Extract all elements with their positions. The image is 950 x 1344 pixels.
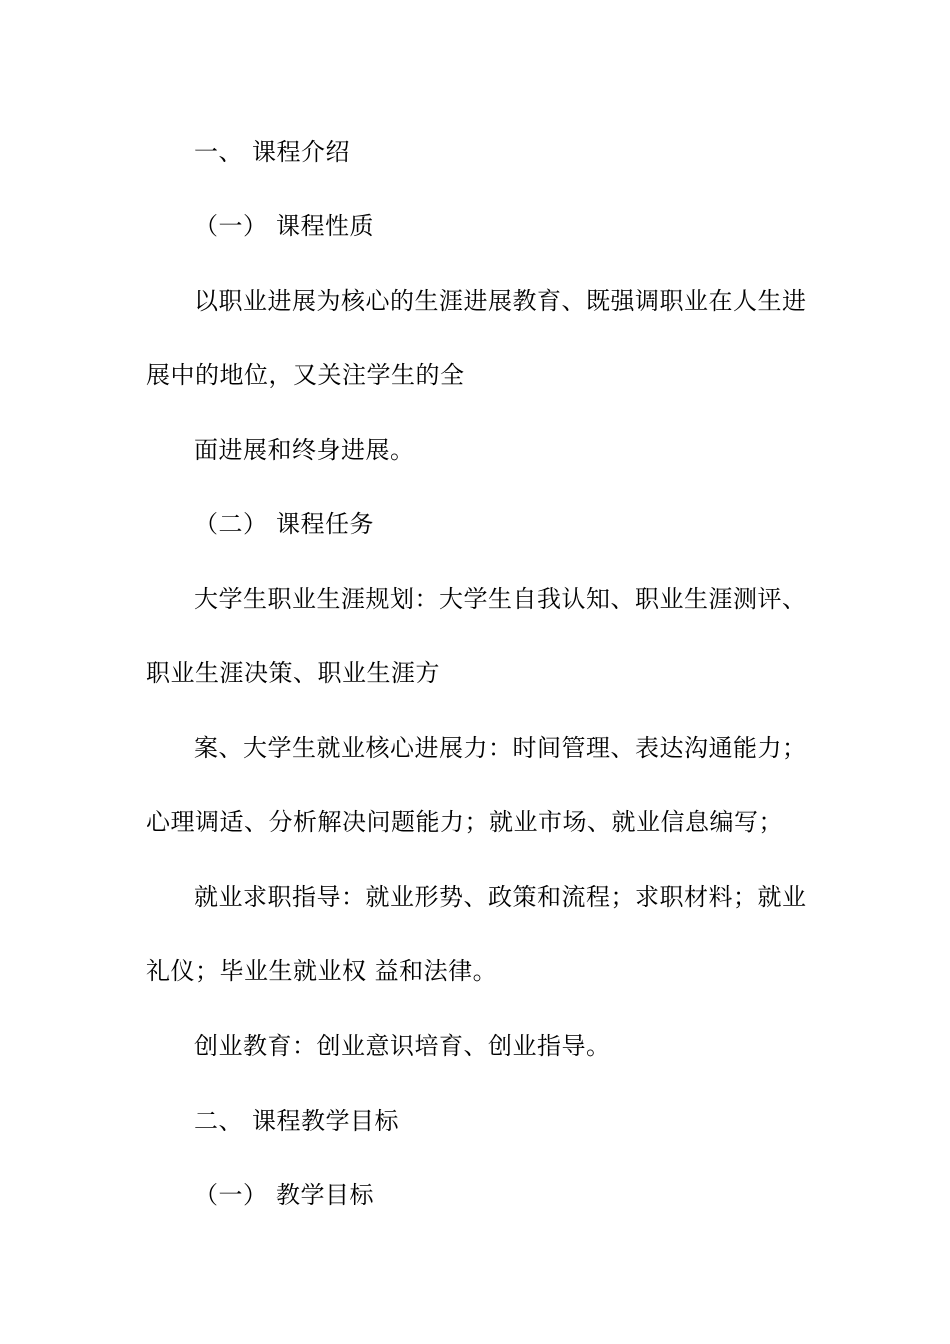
paragraph-line: 礼仪；毕业生就业权 益和法律。 bbox=[146, 957, 498, 985]
section-heading-2 bbox=[194, 1105, 399, 1137]
paragraph-line: 职业生涯决策、职业生涯方 bbox=[146, 659, 440, 687]
subsection-heading-3 bbox=[194, 1179, 374, 1211]
section-number: 二、 bbox=[194, 1107, 243, 1135]
subsection-number: （一） bbox=[194, 1181, 268, 1209]
paragraph-line: 面进展和终身进展。 bbox=[194, 436, 415, 464]
paragraph-line: 就业求职指导：就业形势、政策和流程；求职材料；就业 bbox=[194, 883, 807, 911]
paragraph-line: 展中的地位，又关注学生的全 bbox=[146, 361, 465, 389]
subsection-heading-1 bbox=[194, 210, 374, 242]
subsection-number: （二） bbox=[194, 510, 268, 538]
subsection-title: 课程性质 bbox=[276, 212, 374, 240]
subsection-title: 课程任务 bbox=[276, 510, 374, 538]
paragraph-line: 心理调适、分析解决问题能力；就业市场、就业信息编写； bbox=[146, 808, 783, 836]
subsection-heading-2 bbox=[194, 508, 374, 540]
paragraph-line: 以职业进展为核心的生涯进展教育、既强调职业在人生进 bbox=[194, 287, 807, 315]
paragraph-line: 大学生职业生涯规划：大学生自我认知、职业生涯测评、 bbox=[194, 585, 807, 613]
subsection-number: （一） bbox=[194, 212, 268, 240]
section-title: 课程介绍 bbox=[252, 138, 350, 166]
section-number: 一、 bbox=[194, 138, 243, 166]
subsection-title: 教学目标 bbox=[276, 1181, 374, 1209]
section-heading-1 bbox=[194, 136, 350, 168]
paragraph-line: 创业教育：创业意识培育、创业指导。 bbox=[194, 1032, 611, 1060]
paragraph-line: 案、大学生就业核心进展力：时间管理、表达沟通能力； bbox=[194, 734, 807, 762]
section-title: 课程教学目标 bbox=[252, 1107, 399, 1135]
